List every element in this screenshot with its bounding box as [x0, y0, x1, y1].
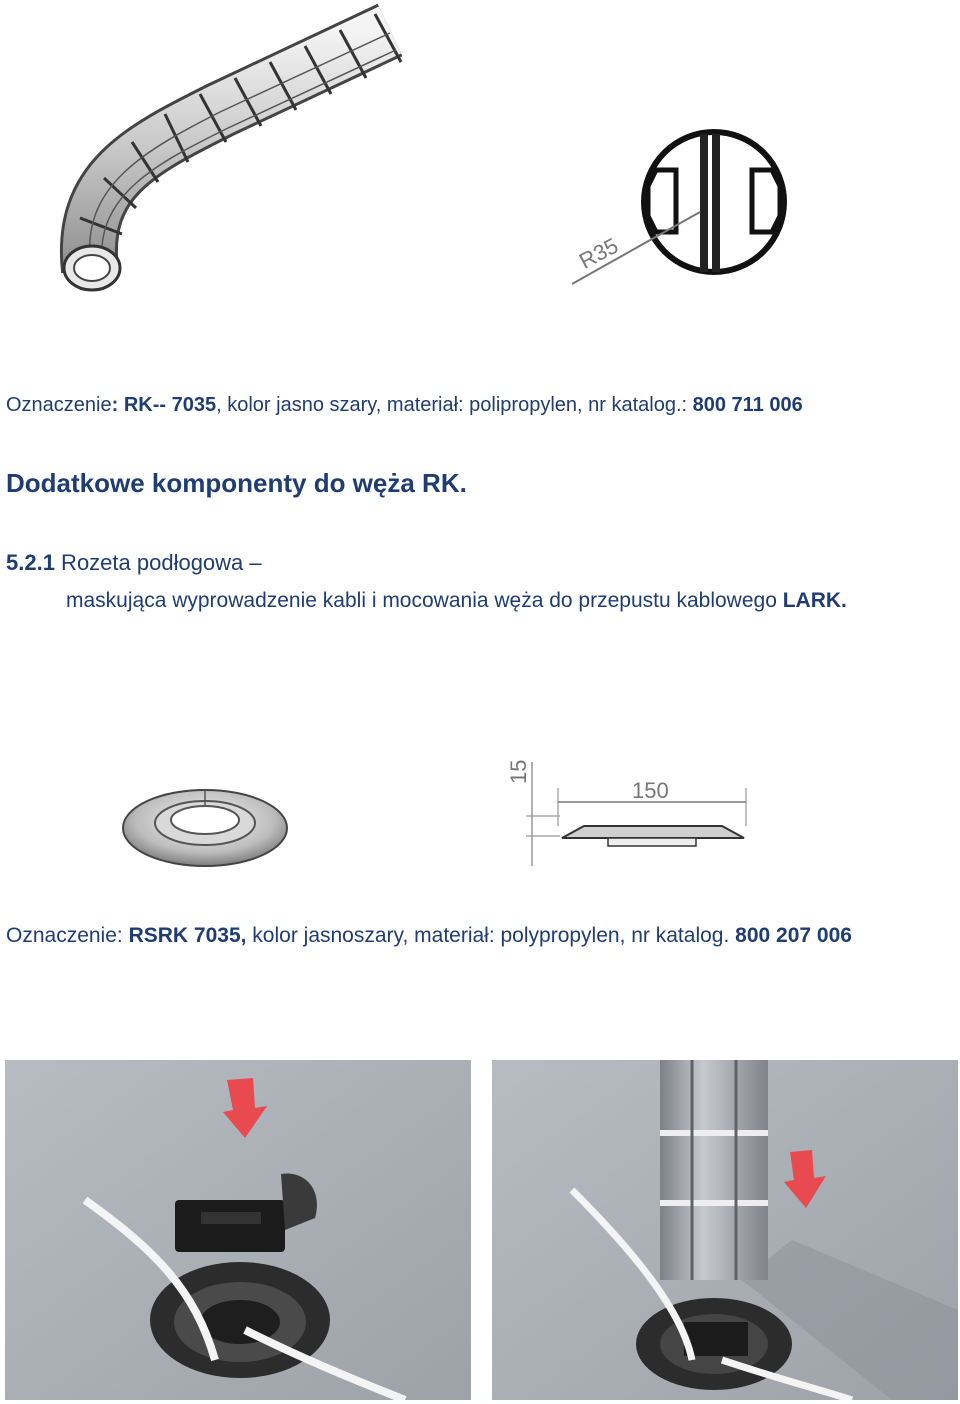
- rosette-code: RSRK 7035,: [128, 924, 247, 947]
- rosette-designation-label: Oznaczenie:: [6, 924, 129, 947]
- catalog-colon: :: [681, 394, 688, 416]
- description-bold: LARK.: [782, 589, 847, 612]
- description-text: maskująca wyprowadzenie kabli i mocowania węża do przepustu kablowego: [66, 589, 783, 612]
- snake-hose-drawing: [30, 0, 420, 320]
- catalog-number: 800 711 006: [687, 394, 803, 416]
- section-heading: Dodatkowe komponenty do węża RK.: [6, 468, 467, 498]
- rosette-description: kolor jasnoszary, materiał: polypropylen, nr katalog.: [246, 924, 730, 947]
- subsection-number: 5.2.1: [6, 550, 55, 575]
- product-code: : RK-- 7035: [111, 394, 217, 416]
- rosette-designation-line: [6, 924, 852, 948]
- designation-label: Oznaczenie: [6, 394, 112, 416]
- product-designation-line: [6, 394, 803, 417]
- mounting-photo-rosette: [5, 1060, 471, 1400]
- subsection-description: [66, 589, 847, 613]
- subsection-title-text: Rozeta podłogowa –: [54, 550, 262, 575]
- mounting-photo-hose: [492, 1060, 958, 1400]
- width-dimension-label: 150: [632, 778, 669, 803]
- rosette-technical-drawing: [500, 758, 760, 868]
- subsection-title: [6, 550, 262, 576]
- rosette-catalog-number: 800 207 006: [729, 924, 852, 947]
- height-dimension-label: 15: [506, 759, 531, 784]
- radius-dimension-label: R35: [574, 232, 623, 274]
- cross-section-drawing: [560, 120, 800, 300]
- rosette-3d-drawing: [110, 768, 300, 878]
- product-description: , kolor jasno szary, materiał: polipropylen, nr katalog.: [216, 394, 682, 416]
